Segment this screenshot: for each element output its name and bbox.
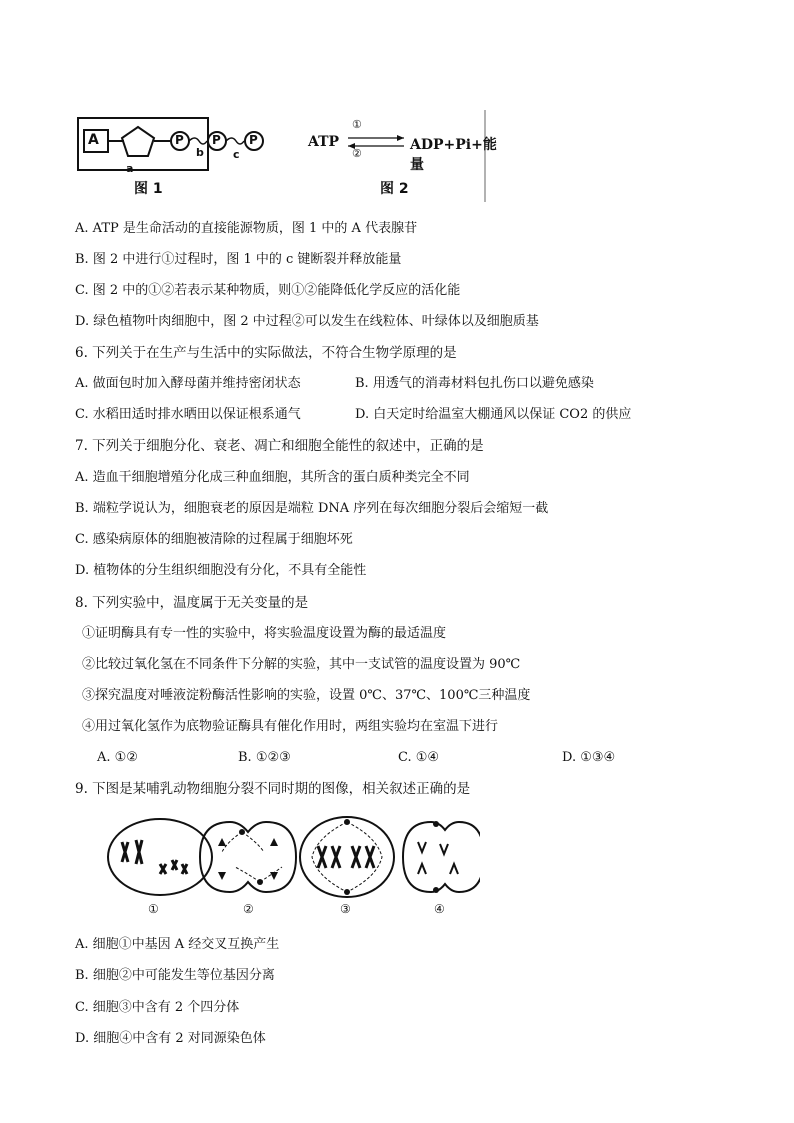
- q8-statement-3: ③探究温度对唾液淀粉酶活性影响的实验，设置 0℃、37℃、100℃三种温度: [82, 688, 531, 703]
- q7-stem: 7. 下列关于细胞分化、衰老、凋亡和细胞全能性的叙述中，正确的是: [75, 438, 484, 454]
- figure-atp-structure: [72, 110, 497, 205]
- q6-option-a: A. 做面包时加入酵母菌并维持密闭状态: [75, 376, 301, 391]
- cell-label-2: ②: [243, 902, 254, 916]
- q5-option-a: A. ATP 是生命活动的直接能源物质，图 1 中的 A 代表腺苷: [75, 221, 418, 236]
- q6-stem: 6. 下列关于在生产与生活中的实际做法，不符合生物学原理的是: [75, 345, 457, 361]
- q8-option-c: C. ①④: [398, 750, 440, 765]
- q8-statement-2: ②比较过氧化氢在不同条件下分解的实验，其中一支试管的温度设置为 90℃: [82, 657, 521, 672]
- fig1-a-letter: A: [88, 132, 99, 148]
- cell-division-figure: [100, 812, 480, 922]
- q8-option-a: A. ①②: [97, 750, 138, 765]
- fig2-caption: 图 2: [380, 181, 409, 197]
- fig2-arrow2-label: ②: [352, 147, 362, 160]
- q8-option-b: B. ①②③: [238, 750, 291, 765]
- q8-stem: 8. 下列实验中，温度属于无关变量的是: [75, 595, 309, 611]
- fig1-label-a: a: [126, 162, 134, 175]
- cell-label-1: ①: [148, 902, 159, 916]
- fig1-label-b: b: [196, 146, 204, 159]
- fig1-caption: 图 1: [134, 181, 163, 197]
- q5-option-d: D. 绿色植物叶肉细胞中，图 2 中过程②可以发生在线粒体、叶绿体以及细胞质基: [75, 314, 539, 329]
- q6-option-b: B. 用透气的消毒材料包扎伤口以避免感染: [355, 376, 594, 391]
- fig1-p3: P: [249, 133, 258, 147]
- fig1-label-c: c: [233, 148, 240, 161]
- q9-option-b: B. 细胞②中可能发生等位基因分离: [75, 968, 275, 983]
- q5-option-c: C. 图 2 中的①②若表示某种物质，则①②能降低化学反应的活化能: [75, 283, 461, 298]
- fig2-adp: ADP+Pi+能量: [410, 137, 497, 173]
- q7-option-a: A. 造血干细胞增殖分化成三种血细胞，其所含的蛋白质种类完全不同: [75, 470, 470, 485]
- fig1-p2: P: [212, 133, 221, 147]
- q7-option-d: D. 植物体的分生组织细胞没有分化，不具有全能性: [75, 563, 367, 578]
- q8-statement-1: ①证明酶具有专一性的实验中，将实验温度设置为酶的最适温度: [82, 626, 447, 641]
- q6-option-d: D. 白天定时给温室大棚通风以保证 CO2 的供应: [355, 407, 632, 422]
- q9-option-a: A. 细胞①中基因 A 经交叉互换产生: [75, 937, 280, 952]
- q8-statement-4: ④用过氧化氢作为底物验证酶具有催化作用时，两组实验均在室温下进行: [82, 719, 499, 734]
- q7-option-c: C. 感染病原体的细胞被清除的过程属于细胞坏死: [75, 532, 353, 547]
- fig2-atp: ATP: [308, 134, 340, 150]
- q9-stem: 9. 下图是某哺乳动物细胞分裂不同时期的图像，相关叙述正确的是: [75, 781, 471, 797]
- q9-option-d: D. 细胞④中含有 2 对同源染色体: [75, 1031, 266, 1046]
- q9-option-c: C. 细胞③中含有 2 个四分体: [75, 1000, 240, 1015]
- q8-option-d: D. ①③④: [562, 750, 616, 765]
- fig2-arrow1-label: ①: [352, 118, 362, 131]
- q6-option-c: C. 水稻田适时排水晒田以保证根系通气: [75, 407, 301, 422]
- q5-option-b: B. 图 2 中进行①过程时，图 1 中的 c 键断裂并释放能量: [75, 252, 402, 267]
- q7-option-b: B. 端粒学说认为，细胞衰老的原因是端粒 DNA 序列在每次细胞分裂后会缩短一截: [75, 501, 549, 516]
- fig1-p1: P: [175, 133, 184, 147]
- cell-label-4: ④: [434, 902, 445, 916]
- cell-label-3: ③: [340, 902, 351, 916]
